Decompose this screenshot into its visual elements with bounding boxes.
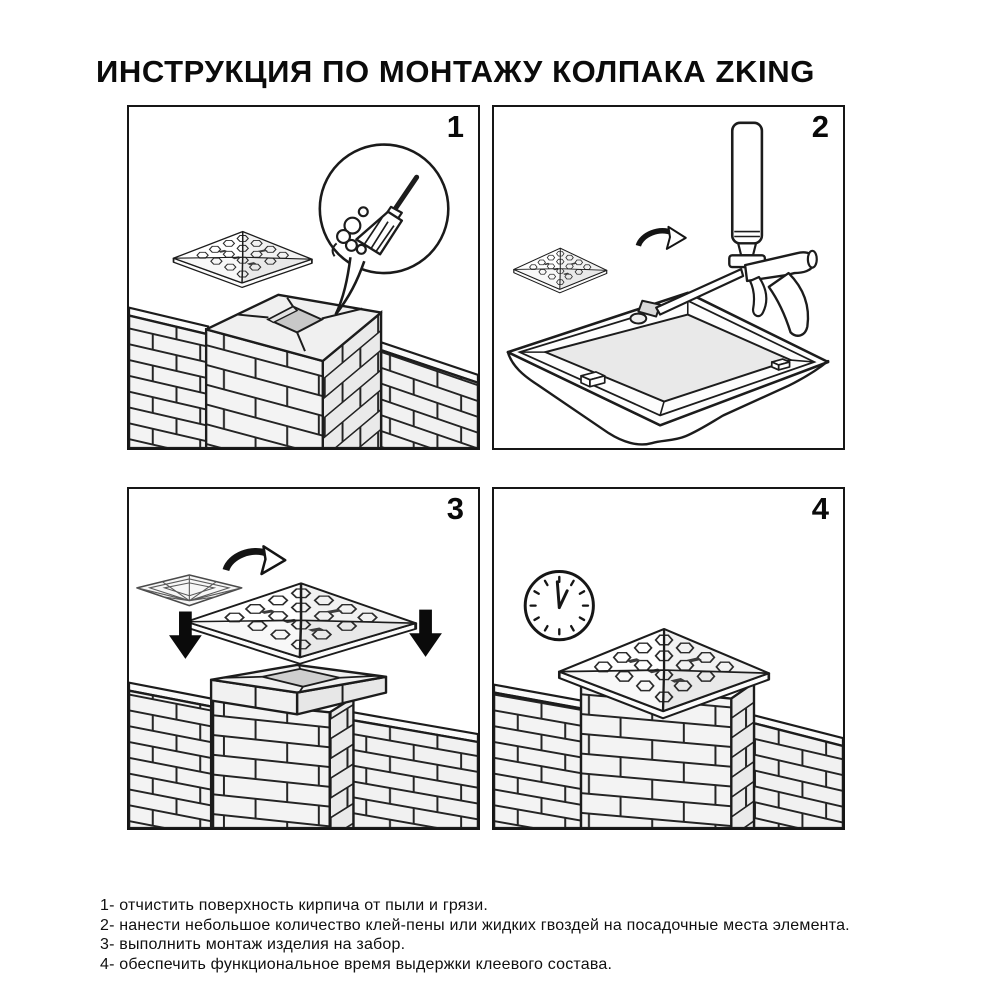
step-line-2: 2- нанести небольшое количество клей-пены или жидких гвоздей на посадочные места элемента. xyxy=(100,916,850,934)
panel-4-illustration xyxy=(494,489,843,828)
brick-wall-right xyxy=(381,342,478,448)
page-title: ИНСТРУКЦИЯ ПО МОНТАЖУ КОЛПАКА ZKING xyxy=(96,53,815,89)
brick-wall-right xyxy=(353,712,478,828)
panel-number: 2 xyxy=(811,109,829,144)
glue-dollop xyxy=(630,314,646,324)
brick-pillar xyxy=(206,295,381,448)
panel-4 xyxy=(492,487,845,830)
panel-2-illustration xyxy=(494,107,843,448)
panel-2 xyxy=(492,105,845,450)
down-arrow-icon xyxy=(409,610,442,657)
instruction-steps xyxy=(100,896,960,974)
cap-shingled-small xyxy=(514,248,607,293)
panel-3-illustration xyxy=(129,489,478,828)
panel-1 xyxy=(127,105,480,450)
cap-inverted-illustration xyxy=(137,575,242,606)
speech-bubble xyxy=(320,145,448,315)
foam-canister xyxy=(729,123,765,267)
clock-icon xyxy=(525,572,593,640)
brick-wall-left xyxy=(129,308,208,448)
brick-wall-left xyxy=(129,683,211,828)
step-line-4: 4- обеспечить функциональное время выдержки клеевого состава. xyxy=(100,955,613,973)
cap-underside-tray xyxy=(508,293,828,445)
panel-number: 3 xyxy=(446,491,464,526)
flip-arrow-icon xyxy=(226,546,285,574)
brick-wall-left xyxy=(494,685,581,828)
panel-1-illustration xyxy=(129,107,478,448)
step-line-3: 3- выполнить монтаж изделия на забор. xyxy=(100,936,406,953)
panel-number: 1 xyxy=(446,109,464,144)
brick-wall-right xyxy=(754,715,843,828)
cap-flat-illustration xyxy=(174,232,312,288)
panel-number: 4 xyxy=(811,491,829,526)
panel-3 xyxy=(127,487,480,830)
step-line-1: 1- отчистить поверхность кирпича от пыли и грязи. xyxy=(100,897,488,914)
rotate-arrow-icon xyxy=(638,227,685,249)
